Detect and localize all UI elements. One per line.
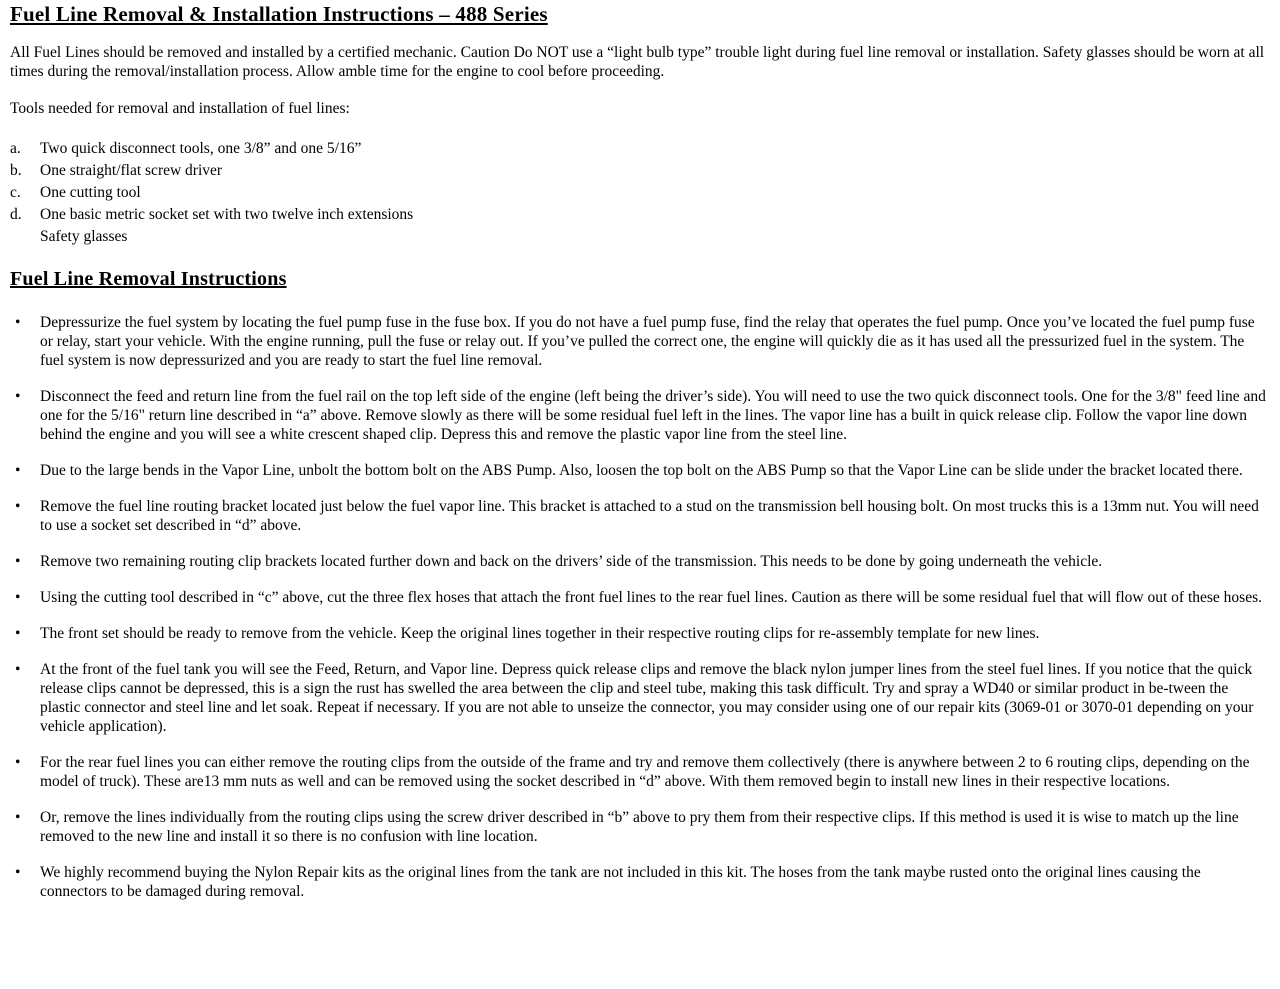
tool-item-continuation: Safety glasses <box>40 228 128 245</box>
bullet-item: • Disconnect the feed and return line from the fuel rail on the top left side of the engine (left being the driver’s side). You will need to use the two quick disconnect tools. One for the 3/8" feed line and one for the 5/16" return line described in “a” above. Remove slowly as there will be some residual fuel left in the lines. The vapor line has a built in quick release clip. Follow the vapor line down behind the engine and you will see a white crescent shaped clip. Depress this and remove the plastic vapor line from the steel line. <box>10 387 1266 444</box>
bullet-item: • We highly recommend buying the Nylon Repair kits as the original lines from the tank are not included in this kit. The hoses from the tank maybe rusted onto the original lines causing the connectors to be damaged during removal. <box>10 863 1266 901</box>
bullet-item: • At the front of the fuel tank you will see the Feed, Return, and Vapor line. Depress quick release clips and remove the black nylon jumper lines from the steel fuel lines. If you notice that the quick release clips cannot be depressed, this is a sign the rust has swelled the area between the clip and steel tube, making this task difficult. Try and spray a WD40 or similar product in be-tween the plastic connector and steel line and let soak. Repeat if necessary. If you are not able to unseize the connector, you may consider using one of our repair kits (3069-01 or 3070-01 depending on your vehicle application). <box>10 660 1266 736</box>
tool-item-letter: c. <box>10 184 21 201</box>
tool-item-text: One straight/flat screw driver <box>40 162 223 179</box>
tool-item <box>10 204 1266 226</box>
bullet-item: • Remove two remaining routing clip brackets located further down and back on the drivers’ side of the transmission. This needs to be done by going underneath the vehicle. <box>10 552 1266 571</box>
document-title: Fuel Line Removal & Installation Instructions – 488 Series <box>10 2 548 26</box>
bullet-item: • Using the cutting tool described in “c” above, cut the three flex hoses that attach the front fuel lines to the rear fuel lines. Caution as there will be some residual fuel that will flow out of these hoses. <box>10 588 1266 607</box>
tool-item-letter: a. <box>10 140 21 157</box>
tools-intro: Tools needed for removal and installation of fuel lines: <box>10 100 350 117</box>
tool-item-letter: d. <box>10 206 22 223</box>
tool-item <box>10 182 1266 204</box>
tool-item-text: Two quick disconnect tools, one 3/8” and one 5/16” <box>40 140 362 157</box>
bullet-item: • The front set should be ready to remove from the vehicle. Keep the original lines together in their respective routing clips for re-assembly template for new lines. <box>10 624 1266 643</box>
bullet-item: • For the rear fuel lines you can either remove the routing clips from the outside of the frame and try and remove them collectively (there is anywhere between 2 to 6 routing clips, depending on the model of truck). These are13 mm nuts as well and can be removed using the socket described in “d” above. With them removed begin to install new lines in their respective locations. <box>10 753 1266 791</box>
tool-item-letter: b. <box>10 162 22 179</box>
tools-list <box>10 138 1266 248</box>
tool-item-text: One cutting tool <box>40 184 141 201</box>
removal-instructions-list <box>10 313 1266 901</box>
tool-item <box>10 160 1266 182</box>
bullet-item: • Depressurize the fuel system by locating the fuel pump fuse in the fuse box. If you do not have a fuel pump fuse, find the relay that operates the fuel pump. Once you’ve located the fuel pump fuse or relay, start your vehicle. With the engine running, pull the fuse or relay out. If you’ve pulled the correct one, the engine will quickly die as it has used all the pressurized fuel in the system. The fuel system is now depressurized and you are ready to start the fuel line removal. <box>10 313 1266 370</box>
bullet-item: • Or, remove the lines individually from the routing clips using the screw driver described in “b” above to pry them from their respective clips. If this method is used it is wise to match up the line removed to the new line and install it so there is no confusion with line location. <box>10 808 1266 846</box>
tool-item-text: One basic metric socket set with two twelve inch extensions <box>40 206 414 223</box>
bullet-item: • Remove the fuel line routing bracket located just below the fuel vapor line. This bracket is attached to a stud on the transmission bell housing bolt. On most trucks this is a 13mm nut. You will need to use a socket set described in “d” above. <box>10 497 1266 535</box>
intro-paragraph: All Fuel Lines should be removed and installed by a certified mechanic. Caution Do NOT use a “light bulb type” trouble light during fuel line removal or installation. Safety glasses should be worn at all times during the removal/installation process. Allow amble time for the engine to cool before proceeding. <box>10 44 1265 80</box>
section-heading: Fuel Line Removal Instructions <box>10 268 287 290</box>
bullet-item: • Due to the large bends in the Vapor Line, unbolt the bottom bolt on the ABS Pump. Also, loosen the top bolt on the ABS Pump so that the Vapor Line can be slide under the bracket located there. <box>10 461 1266 480</box>
tool-item <box>10 138 1266 160</box>
